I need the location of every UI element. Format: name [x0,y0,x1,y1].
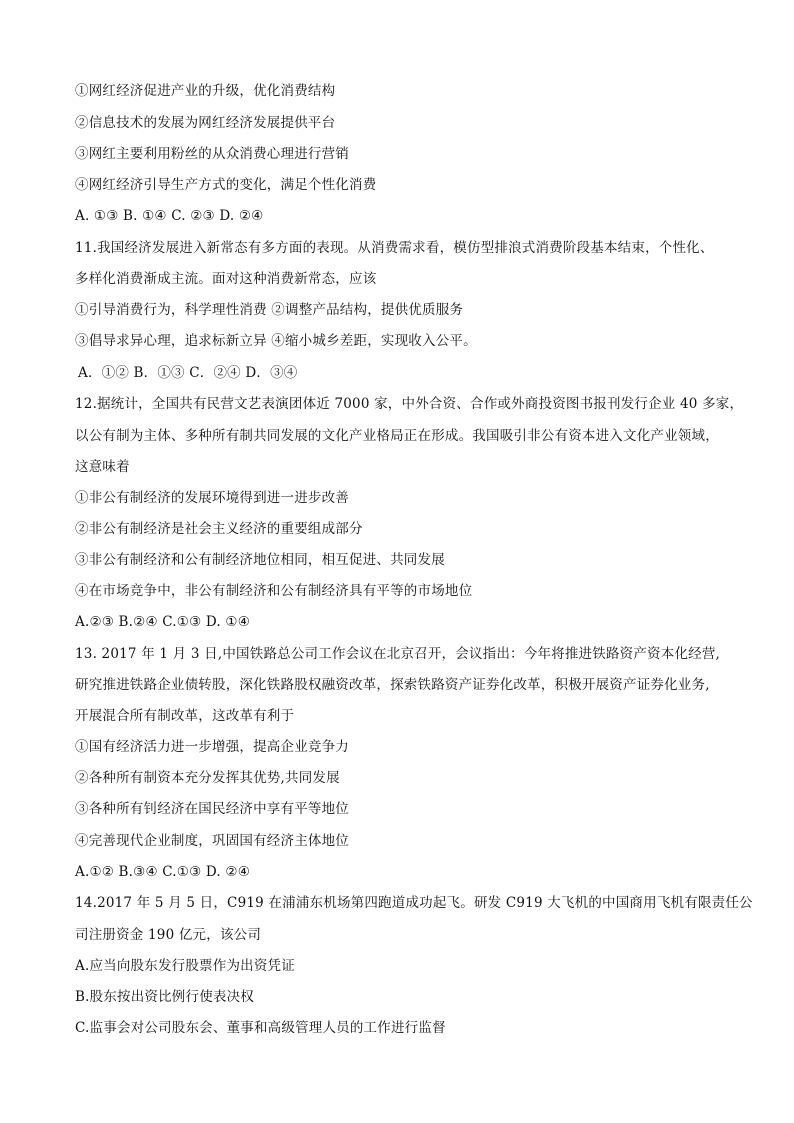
question-text: 多样化消费渐成主流。面对这种消费新常态，应该 [75,271,377,287]
answer-choices: A．①② B．①③ C．②④ D．③④ [78,365,298,381]
option-line: ①引导消费行为，科学理性消费 ②调整产品结构，提供优质服务 [75,302,464,318]
option-line: ②非公有制经济是社会主义经济的重要组成部分 [75,521,363,537]
question-text: 12.据统计，全国共有民营文艺表演团体近 7000 家，中外合资、合作或外商投资图书报刊发行企业 40 多家， [75,396,744,412]
option-line: ①网红经济促进产业的升级，优化消费结构 [75,83,336,99]
question-text: 14.2017 年 5 月 5 日，C919 在浦浦东机场第四跑道成功起飞。研发 C919 大飞机的中国商用飞机有限责任公 [75,895,753,911]
answer-choices: A. ①③ B. ①④ C. ②③ D. ②④ [75,208,264,224]
question-text: 以公有制为主体、多种所有制共同发展的文化产业格局正在形成。我国吸引非公有资本进入文化产业领域， [75,428,719,444]
option-line: ③各种所有钊经济在国民经济中享有平等地位 [75,801,349,817]
question-text: 司注册资金 190 亿元，该公司 [75,927,262,943]
answer-choices: A.②③ B.②④ C.①③ D. ①④ [75,614,251,630]
question-text: 开展混合所有制改革，这改革有利于 [75,708,295,724]
option-line: ④网红经济引导生产方式的变化，满足个性化消费 [75,177,377,193]
question-text: 研究推进铁路企业债转股，深化铁路股权融资改革，探索铁路资产证券化改革，积极开展资产证券化业务, [75,677,710,693]
option-line: ①非公有制经济的发展环境得到进一进步改善 [75,490,349,506]
question-text: 11.我国经济发展进入新常态有多方面的表现。从消费需求看，模仿型排浪式消费阶段基本结束，个性化、 [75,240,714,256]
option-line: B.股东按出资比例行使表决权 [75,989,255,1005]
option-line: C.监事会对公司股东会、董事和高级管理人员的工作进行监督 [75,1020,446,1036]
option-line: ③倡导求异心理，追求标新立异 ④缩小城乡差距，实现收入公平。 [75,333,477,349]
option-line: ①国有经济活力进一步增强，提高企业竞争力 [75,739,349,755]
option-line: ③非公有制经济和公有制经济地位相同，相互促进、共同发展 [75,552,445,568]
answer-choices: A.①② B.③④ C.①③ D. ②④ [75,864,251,880]
option-line: ②各种所有制资本充分发挥其优势,共同发展 [75,770,340,786]
option-line: ④完善现代企业制度，巩固国有经济主体地位 [75,833,349,849]
question-text: 这意味着 [75,459,130,475]
option-line: ②信息技术的发展为网红经济发展提供平台 [75,115,336,131]
question-text: 13. 2017 年 1 月 3 日,中国铁路总公司工作会议在北京召开，会议指出：今年将推进铁路资产资本化经营, [75,646,721,662]
option-line: ③网红主要利用粉丝的从众消费心理进行营销 [75,146,349,162]
option-line: A.应当向股东发行股票作为出资凭证 [75,958,295,974]
option-line: ④在市场竞争中，非公有制经济和公有制经济具有平等的市场地位 [75,583,473,599]
